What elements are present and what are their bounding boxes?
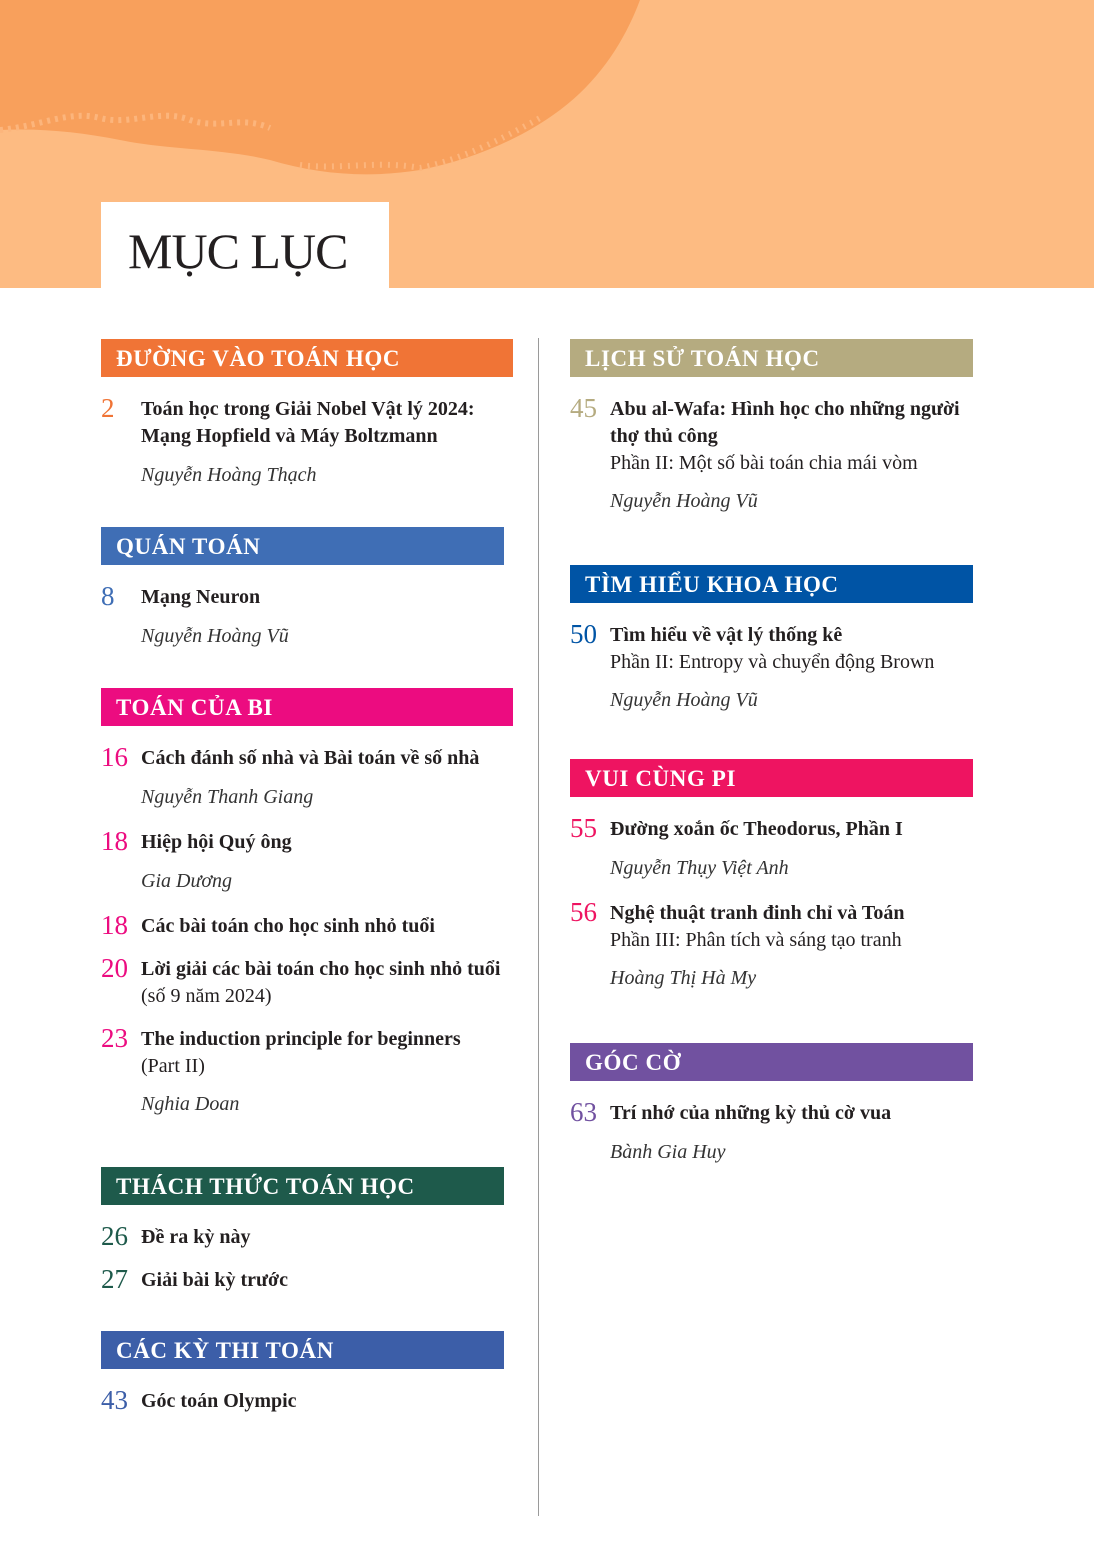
toc-entry[interactable]	[570, 813, 980, 881]
page-number: 50	[570, 619, 597, 649]
section-header: LỊCH SỬ TOÁN HỌC	[570, 339, 973, 377]
entry-note: (số 9 năm 2024)	[141, 985, 272, 1007]
entry-title[interactable]	[141, 1388, 521, 1415]
page-number: 16	[101, 742, 128, 772]
toc-section	[570, 759, 973, 991]
entry-title[interactable]	[141, 1026, 521, 1053]
entry-title-text: Hiệp hội Quý ông	[141, 831, 292, 853]
section-entries	[570, 1097, 980, 1165]
entry-title[interactable]	[141, 1224, 521, 1251]
toc-entry[interactable]	[101, 581, 521, 649]
entry-title[interactable]	[610, 816, 980, 843]
toc-entry[interactable]	[101, 1023, 521, 1117]
title-box	[101, 202, 389, 288]
entry-title[interactable]	[141, 396, 521, 450]
entry-title[interactable]	[610, 900, 980, 927]
page-number: 27	[101, 1264, 128, 1294]
entry-subtitle: Phần III: Phân tích và sáng tạo tranh	[610, 929, 902, 951]
section-header: TÌM HIỂU KHOA HỌC	[570, 565, 973, 603]
page-number: 63	[570, 1097, 597, 1127]
section-entries	[101, 742, 521, 1117]
entry-author: Nguyễn Hoàng Vũ	[610, 689, 758, 711]
page-number: 43	[101, 1385, 128, 1415]
toc-section	[570, 339, 973, 514]
entry-author: Bành Gia Huy	[610, 1141, 726, 1163]
entry-author: Nguyễn Thanh Giang	[141, 786, 314, 808]
section-entries	[101, 393, 521, 488]
section-entries	[101, 1221, 521, 1294]
entry-title[interactable]	[141, 956, 521, 1010]
entry-author: Hoàng Thị Hà My	[610, 967, 757, 989]
page-number: 56	[570, 897, 597, 927]
entry-title-text: Trí nhớ của những kỳ thủ cờ vua	[610, 1102, 892, 1124]
page-number: 18	[101, 826, 128, 856]
entry-subtitle: (Part II)	[141, 1055, 205, 1077]
entry-title-text: Lời giải các bài toán cho học sinh nhỏ tuổi	[141, 958, 501, 980]
entry-title-text: Góc toán Olympic	[141, 1390, 297, 1412]
entry-title[interactable]	[141, 913, 521, 940]
entry-title[interactable]	[610, 1100, 980, 1127]
entry-author: Nghia Doan	[141, 1093, 240, 1115]
page-title: MỤC LỤC	[128, 223, 348, 279]
toc-entry[interactable]	[570, 393, 980, 514]
entry-title-text: Đường xoắn ốc Theodorus, Phần I	[610, 818, 903, 840]
page-number: 2	[101, 393, 115, 423]
section-entries	[101, 1385, 521, 1415]
entry-title[interactable]	[610, 396, 980, 450]
toc-entry[interactable]	[101, 393, 521, 488]
page-number: 45	[570, 393, 597, 423]
toc-entry[interactable]	[101, 826, 521, 894]
section-entries	[570, 619, 980, 713]
entry-title-text: Tìm hiểu về vật lý thống kê	[610, 624, 843, 646]
toc-entry[interactable]	[101, 1264, 521, 1294]
section-header: VUI CÙNG PI	[570, 759, 973, 797]
entry-title-text: Toán học trong Giải Nobel Vật lý 2024: Mạng Hopfield và Máy Boltzmann	[141, 398, 475, 447]
toc-section	[101, 688, 513, 1117]
toc-entry[interactable]	[570, 1097, 980, 1165]
entry-title[interactable]	[141, 1267, 521, 1294]
page-number: 55	[570, 813, 597, 843]
toc-section	[101, 339, 513, 488]
entry-author: Nguyễn Hoàng Thạch	[141, 464, 317, 486]
page-number: 26	[101, 1221, 128, 1251]
entry-title-text: Nghệ thuật tranh đinh chỉ và Toán	[610, 902, 905, 924]
entry-title-text: Abu al-Wafa: Hình học cho những người thợ thủ công	[610, 398, 960, 447]
toc-entry[interactable]	[101, 953, 521, 1010]
toc-section	[101, 1331, 504, 1431]
section-entries	[570, 813, 980, 991]
entry-author: Nguyễn Hoàng Vũ	[141, 625, 289, 647]
section-entries	[101, 581, 521, 649]
entry-title-text: Giải bài kỳ trước	[141, 1269, 288, 1291]
entry-subtitle: Phần II: Entropy và chuyển động Brown	[610, 651, 935, 673]
page-number: 20	[101, 953, 128, 983]
toc-entry[interactable]	[101, 1385, 521, 1415]
entry-title[interactable]	[141, 745, 521, 772]
section-header: ĐƯỜNG VÀO TOÁN HỌC	[101, 339, 513, 377]
entry-subtitle: Phần II: Một số bài toán chia mái vòm	[610, 452, 918, 474]
toc-section	[101, 1167, 504, 1310]
page-number: 8	[101, 581, 115, 611]
entry-title-text: Cách đánh số nhà và Bài toán về số nhà	[141, 747, 480, 769]
entry-title[interactable]	[141, 584, 521, 611]
section-header: CÁC KỲ THI TOÁN	[101, 1331, 504, 1369]
entry-title-text: Mạng Neuron	[141, 586, 261, 608]
column-divider	[538, 338, 539, 1516]
section-header: TOÁN CỦA BI	[101, 688, 513, 726]
entry-author: Nguyễn Hoàng Vũ	[610, 490, 758, 512]
toc-entry[interactable]	[101, 742, 521, 810]
section-entries	[570, 393, 980, 514]
entry-title-text: The induction principle for beginners	[141, 1028, 461, 1050]
entry-title-text: Các bài toán cho học sinh nhỏ tuổi	[141, 915, 435, 937]
entry-author: Gia Dương	[141, 870, 233, 892]
entry-author: Nguyễn Thụy Việt Anh	[610, 857, 789, 879]
entry-title[interactable]	[141, 829, 521, 856]
toc-section	[570, 565, 973, 713]
section-header: QUÁN TOÁN	[101, 527, 504, 565]
toc-entry[interactable]	[570, 897, 980, 991]
toc-section	[570, 1043, 973, 1165]
page-number: 23	[101, 1023, 128, 1053]
section-header: GÓC CỜ	[570, 1043, 973, 1081]
entry-title-text: Đề ra kỳ này	[141, 1226, 251, 1248]
toc-entry[interactable]	[101, 910, 521, 940]
entry-title[interactable]	[610, 622, 980, 649]
toc-entry[interactable]	[101, 1221, 521, 1251]
section-header: THÁCH THỨC TOÁN HỌC	[101, 1167, 504, 1205]
toc-entry[interactable]	[570, 619, 980, 713]
page-number: 18	[101, 910, 128, 940]
toc-section	[101, 527, 504, 649]
